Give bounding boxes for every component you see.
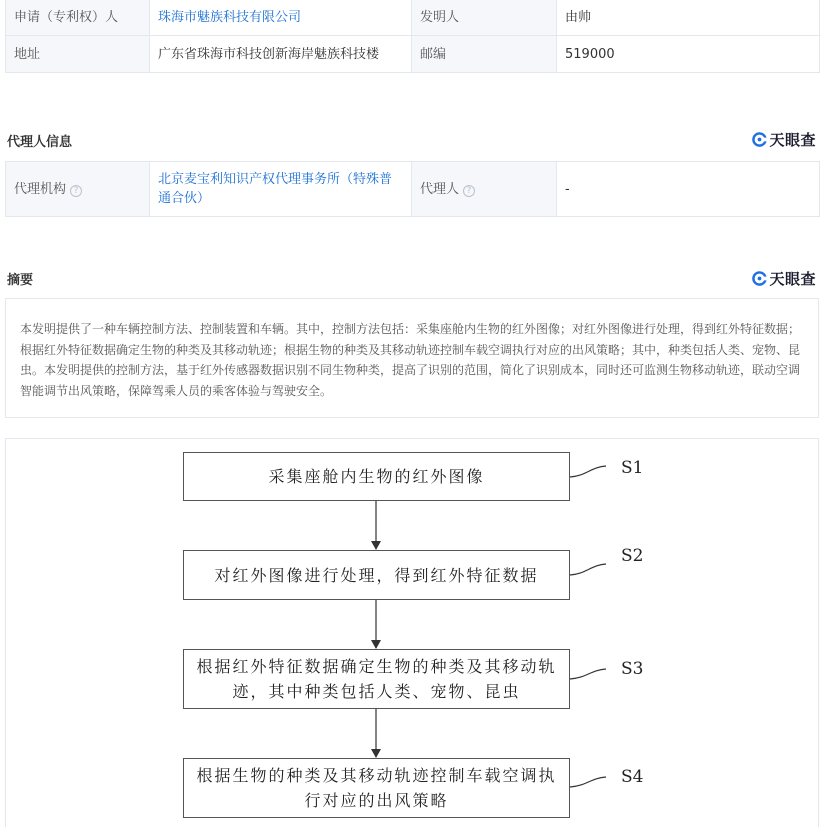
inventor-label: 发明人 — [412, 0, 557, 36]
tag-leader — [570, 777, 606, 787]
flow-step-s1: 采集座舱内生物的红外图像 — [183, 452, 570, 501]
table-row — [6, 36, 820, 73]
tag-leader — [570, 669, 606, 679]
abstract-text: 本发明提供了一种车辆控制方法、控制装置和车辆。其中，控制方法包括：采集座舱内生物的红外图像；对红外图像进行处理，得到红外特征数据；根据红外特征数据确定生物的种类及其移动轨迹；根据生物的种类及其移动轨迹控制车载空调执行对应的出风策略；其中，种类包括人类、宠物、昆虫。本发明提供的控制方法，基于红外传感器数据识别不同生物种类，提高了识别的范围，简化了识别成本，同时还可监测生物移动轨迹，联动空调智能调节出风策略，保障驾乘人员的乘客体验与驾驶安全。 — [5, 298, 819, 418]
applicant-link[interactable]: 珠海市魅族科技有限公司 — [150, 0, 412, 36]
patent-drawing — [5, 438, 819, 827]
tianyancha-logo-icon — [752, 132, 767, 147]
inventor-value: 由帅 — [557, 0, 820, 36]
abstract-section-title: 摘要 — [7, 273, 34, 288]
brand-name: 天眼查 — [769, 270, 816, 288]
brand-name: 天眼查 — [769, 131, 816, 149]
address-value: 广东省珠海市科技创新海岸魅族科技楼 — [150, 36, 412, 73]
question-circle-icon[interactable]: ? — [463, 185, 475, 197]
step-tag-s1: S1 — [621, 458, 644, 478]
agent-info-table — [5, 161, 820, 217]
step-tag-s2: S2 — [621, 546, 644, 566]
agent-label: 代理人 — [420, 181, 460, 197]
flow-step-s4: 根据生物的种类及其移动轨迹控制车载空调执行对应的出风策略 — [183, 758, 570, 818]
question-circle-icon[interactable]: ? — [70, 185, 82, 197]
agent-value: - — [557, 162, 820, 217]
agency-link[interactable]: 北京麦宝利知识产权代理事务所（特殊普通合伙） — [150, 162, 412, 217]
step-tag-s3: S3 — [621, 659, 644, 679]
tianyancha-logo-icon — [752, 271, 767, 286]
step-tag-s4: S4 — [621, 767, 644, 787]
table-row — [6, 0, 820, 36]
flow-step-s3: 根据红外特征数据确定生物的种类及其移动轨迹，其中种类包括人类、宠物、昆虫 — [183, 649, 570, 709]
agency-label: 代理机构 — [14, 181, 67, 197]
postcode-value: 519000 — [557, 36, 820, 73]
brand-logo[interactable] — [752, 268, 816, 289]
applicant-info-table — [5, 0, 820, 73]
agent-label-cell — [412, 162, 557, 217]
brand-logo[interactable] — [752, 129, 816, 150]
agency-label-cell — [6, 162, 150, 217]
table-row — [6, 162, 820, 217]
flow-step-s2: 对红外图像进行处理，得到红外特征数据 — [183, 550, 570, 600]
applicant-label: 申请（专利权）人 — [6, 0, 150, 36]
address-label: 地址 — [6, 36, 150, 73]
tag-leader — [570, 564, 606, 575]
agent-section-title: 代理人信息 — [7, 135, 73, 150]
postcode-label: 邮编 — [412, 36, 557, 73]
tag-leader — [570, 466, 606, 477]
